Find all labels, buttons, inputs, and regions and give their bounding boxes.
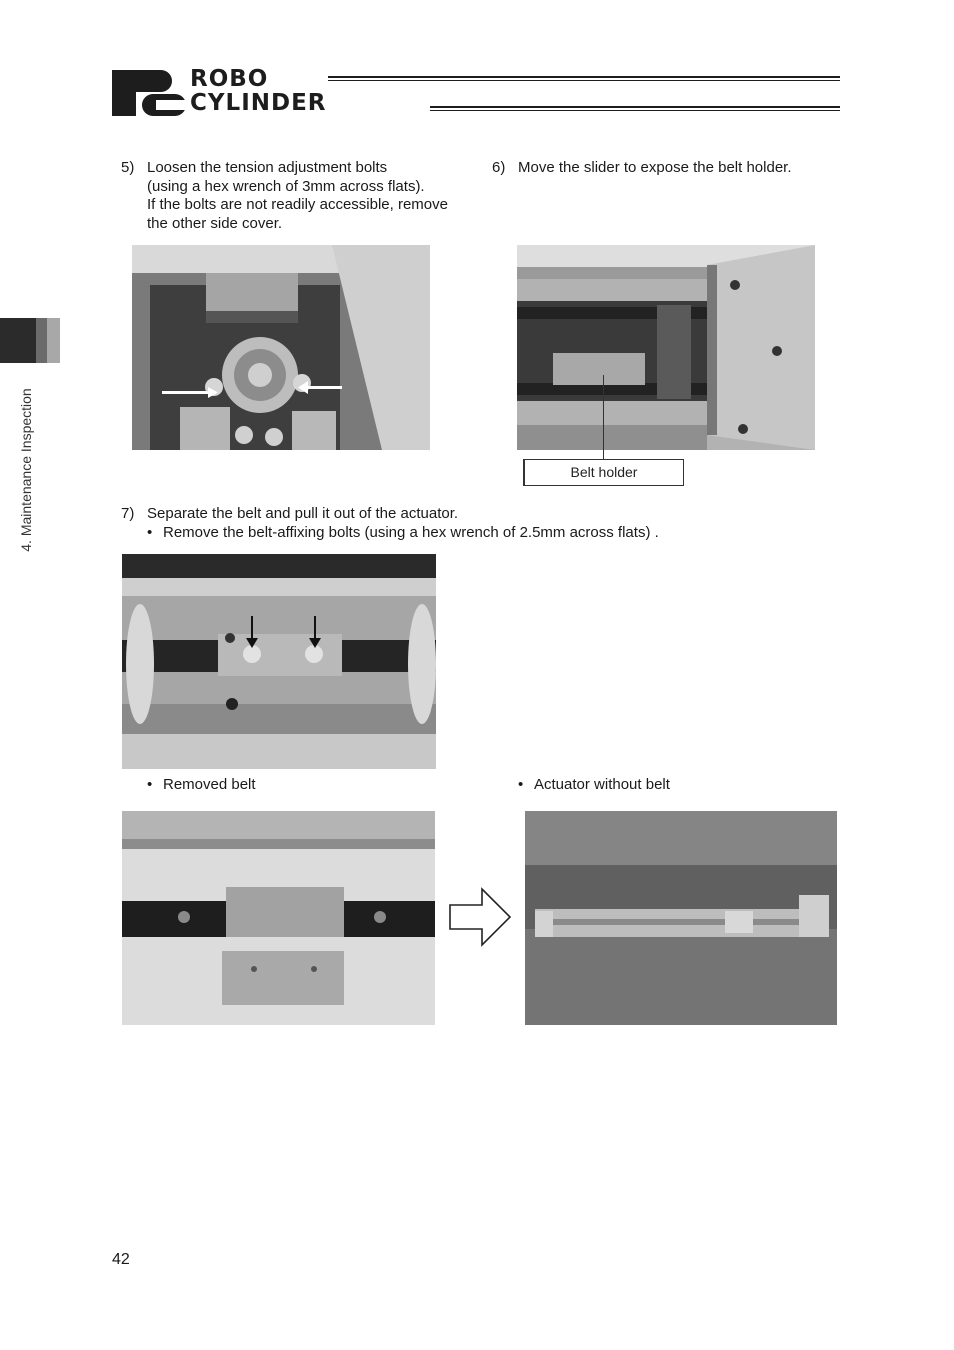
page-number: 42	[112, 1251, 130, 1268]
step-6-text: Move the slider to expose the belt holder.	[518, 159, 792, 176]
side-tab-marker	[0, 318, 60, 363]
arrow-right-icon	[448, 887, 514, 947]
side-section-label: 4. Maintenance Inspection	[18, 388, 34, 552]
without-belt-caption: Actuator without belt	[534, 776, 670, 793]
step-7-bullet-symbol: •	[147, 524, 153, 541]
step-7-text: Separate the belt and pull it out of the actuator.	[147, 505, 459, 522]
step-7-bullet-text: Remove the belt-affixing bolts (using a hex wrench of 2.5mm across flats) .	[163, 524, 659, 541]
step-5-line-4: the other side cover.	[147, 215, 283, 232]
belt-holder-callout-label: Belt holder	[570, 464, 638, 480]
step-5-number: 5)	[121, 159, 135, 176]
removed-belt-bullet-symbol: •	[147, 776, 153, 793]
logo-text-robo: ROBO	[190, 66, 269, 92]
removed-belt-caption: Removed belt	[163, 776, 256, 793]
step-7-number: 7)	[121, 505, 135, 522]
photo-removed-belt	[122, 811, 435, 1025]
step-5-line-1: Loosen the tension adjustment bolts	[147, 159, 388, 176]
belt-holder-callout-box	[523, 459, 684, 486]
without-belt-bullet-symbol: •	[518, 776, 524, 793]
photo-belt-holder-exposed	[517, 245, 815, 450]
photo-actuator-without-belt	[525, 811, 837, 1025]
callout-leader-line	[603, 375, 604, 460]
step-5-line-2: (using a hex wrench of 3mm across flats).	[147, 178, 425, 195]
header-logo	[112, 68, 842, 120]
logo-text-cylinder: CYLINDER	[190, 90, 327, 116]
step-5-line-3: If the bolts are not readily accessible, remove	[147, 196, 448, 213]
step-6-number: 6)	[492, 159, 506, 176]
photo-tension-bolts	[132, 245, 430, 450]
photo-belt-affixing-bolts	[122, 554, 436, 769]
